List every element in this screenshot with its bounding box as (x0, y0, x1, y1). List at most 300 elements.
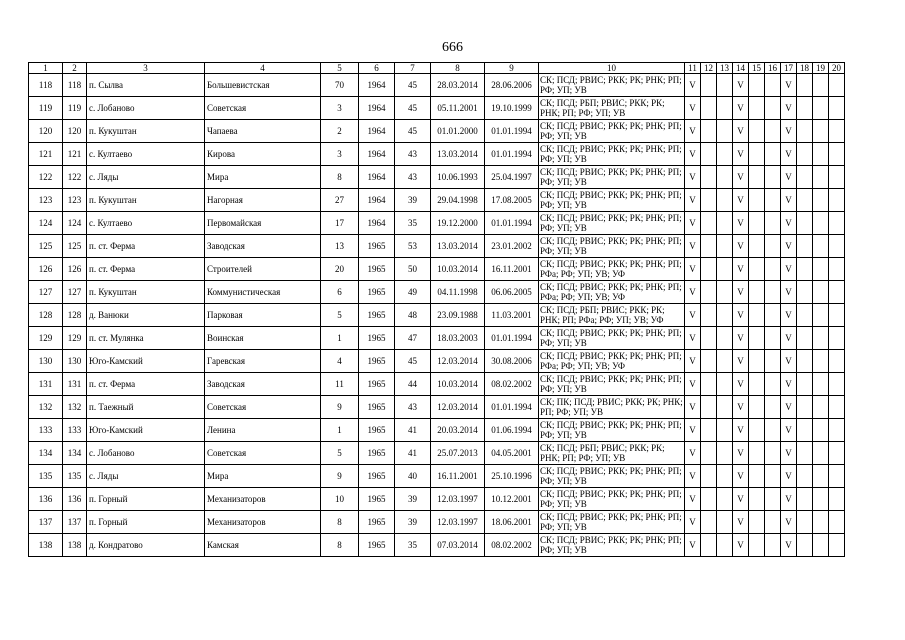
date-2-cell: 30.08.2006 (485, 350, 539, 373)
row-number: 129 (29, 327, 63, 350)
house-number-cell: 5 (321, 304, 359, 327)
mark-cell-12 (701, 419, 717, 442)
column-header-11: 11 (685, 63, 701, 74)
street-cell: Механизаторов (205, 488, 321, 511)
mark-cell-20 (829, 143, 845, 166)
record-number: 121 (63, 143, 87, 166)
table-row (29, 120, 845, 143)
header-row (29, 63, 845, 74)
mark-cell-18 (797, 442, 813, 465)
date-1-cell: 19.12.2000 (431, 212, 485, 235)
year-cell: 1965 (359, 534, 395, 557)
street-cell: Первомайская (205, 212, 321, 235)
settlement-cell: п. Горный (87, 511, 205, 534)
column-7-cell: 53 (395, 235, 431, 258)
mark-cell-13 (717, 488, 733, 511)
record-number: 135 (63, 465, 87, 488)
mark-cell-20 (829, 212, 845, 235)
mark-cell-14: V (733, 511, 749, 534)
column-7-cell: 39 (395, 189, 431, 212)
column-7-cell: 43 (395, 143, 431, 166)
registry-codes-cell: СК; ПСД; РВИС; РКК; РК; РНК; РП; РФ; УП; УВ (539, 419, 685, 442)
mark-cell-15 (749, 488, 765, 511)
date-1-cell: 01.01.2000 (431, 120, 485, 143)
registry-codes-cell: СК; ПСД; РВИС; РКК; РК; РНК; РП; РФ; УП; УВ (539, 212, 685, 235)
year-cell: 1964 (359, 74, 395, 97)
mark-cell-16 (765, 235, 781, 258)
column-header-15: 15 (749, 63, 765, 74)
mark-cell-19 (813, 465, 829, 488)
mark-cell-11: V (685, 97, 701, 120)
row-number: 136 (29, 488, 63, 511)
date-1-cell: 20.03.2014 (431, 419, 485, 442)
settlement-cell: п. ст. Ферма (87, 235, 205, 258)
table-row (29, 488, 845, 511)
year-cell: 1964 (359, 143, 395, 166)
mark-cell-19 (813, 396, 829, 419)
row-number: 118 (29, 74, 63, 97)
column-7-cell: 49 (395, 281, 431, 304)
mark-cell-11: V (685, 189, 701, 212)
mark-cell-17: V (781, 97, 797, 120)
street-cell: Ленина (205, 419, 321, 442)
mark-cell-19 (813, 373, 829, 396)
column-header-6: 6 (359, 63, 395, 74)
table-row (29, 189, 845, 212)
record-number: 127 (63, 281, 87, 304)
street-cell: Советская (205, 442, 321, 465)
mark-cell-17: V (781, 396, 797, 419)
date-1-cell: 04.11.1998 (431, 281, 485, 304)
column-7-cell: 39 (395, 488, 431, 511)
mark-cell-18 (797, 465, 813, 488)
settlement-cell: с. Култаево (87, 143, 205, 166)
mark-cell-19 (813, 120, 829, 143)
mark-cell-20 (829, 488, 845, 511)
date-2-cell: 19.10.1999 (485, 97, 539, 120)
date-1-cell: 12.03.2014 (431, 396, 485, 419)
mark-cell-14: V (733, 212, 749, 235)
mark-cell-14: V (733, 258, 749, 281)
mark-cell-13 (717, 281, 733, 304)
mark-cell-20 (829, 511, 845, 534)
house-number-cell: 8 (321, 534, 359, 557)
registry-codes-cell: СК; ПСД; РВИС; РКК; РК; РНК; РП; РФ; УП; УВ (539, 511, 685, 534)
mark-cell-19 (813, 212, 829, 235)
record-number: 126 (63, 258, 87, 281)
mark-cell-14: V (733, 419, 749, 442)
mark-cell-15 (749, 534, 765, 557)
settlement-cell: с. Лобаново (87, 97, 205, 120)
street-cell: Гаревская (205, 350, 321, 373)
date-1-cell: 10.03.2014 (431, 373, 485, 396)
record-number: 124 (63, 212, 87, 235)
column-header-7: 7 (395, 63, 431, 74)
record-number: 120 (63, 120, 87, 143)
mark-cell-18 (797, 511, 813, 534)
settlement-cell: п. Горный (87, 488, 205, 511)
registry-codes-cell: СК; ПСД; РВИС; РКК; РК; РНК; РП; РФ; УП; УВ (539, 235, 685, 258)
table-row (29, 281, 845, 304)
mark-cell-19 (813, 304, 829, 327)
mark-cell-11: V (685, 304, 701, 327)
street-cell: Механизаторов (205, 511, 321, 534)
house-number-cell: 5 (321, 442, 359, 465)
date-2-cell: 01.01.1994 (485, 212, 539, 235)
mark-cell-18 (797, 281, 813, 304)
mark-cell-11: V (685, 350, 701, 373)
mark-cell-11: V (685, 465, 701, 488)
table-row (29, 396, 845, 419)
mark-cell-16 (765, 350, 781, 373)
mark-cell-17: V (781, 281, 797, 304)
mark-cell-12 (701, 304, 717, 327)
record-number: 118 (63, 74, 87, 97)
mark-cell-14: V (733, 465, 749, 488)
mark-cell-15 (749, 350, 765, 373)
table-row (29, 235, 845, 258)
mark-cell-17: V (781, 488, 797, 511)
row-number: 127 (29, 281, 63, 304)
mark-cell-11: V (685, 442, 701, 465)
mark-cell-18 (797, 396, 813, 419)
date-1-cell: 05.11.2001 (431, 97, 485, 120)
mark-cell-13 (717, 189, 733, 212)
registry-codes-cell: СК; ПСД; РБП; РВИС; РКК; РК; РНК; РП; РФ; УП; УВ (539, 97, 685, 120)
mark-cell-17: V (781, 74, 797, 97)
mark-cell-19 (813, 534, 829, 557)
row-number: 123 (29, 189, 63, 212)
mark-cell-16 (765, 120, 781, 143)
mark-cell-16 (765, 442, 781, 465)
mark-cell-13 (717, 304, 733, 327)
year-cell: 1964 (359, 120, 395, 143)
mark-cell-15 (749, 373, 765, 396)
mark-cell-19 (813, 419, 829, 442)
date-1-cell: 07.03.2014 (431, 534, 485, 557)
row-number: 134 (29, 442, 63, 465)
mark-cell-20 (829, 534, 845, 557)
mark-cell-18 (797, 97, 813, 120)
table-row (29, 350, 845, 373)
mark-cell-12 (701, 373, 717, 396)
mark-cell-14: V (733, 488, 749, 511)
record-number: 132 (63, 396, 87, 419)
house-number-cell: 3 (321, 97, 359, 120)
year-cell: 1965 (359, 304, 395, 327)
mark-cell-11: V (685, 396, 701, 419)
mark-cell-18 (797, 235, 813, 258)
mark-cell-11: V (685, 419, 701, 442)
mark-cell-13 (717, 166, 733, 189)
year-cell: 1965 (359, 488, 395, 511)
house-number-cell: 9 (321, 396, 359, 419)
mark-cell-18 (797, 143, 813, 166)
mark-cell-12 (701, 488, 717, 511)
mark-cell-18 (797, 74, 813, 97)
date-1-cell: 25.07.2013 (431, 442, 485, 465)
record-number: 137 (63, 511, 87, 534)
page-number: 666 (442, 40, 463, 55)
year-cell: 1965 (359, 419, 395, 442)
mark-cell-17: V (781, 143, 797, 166)
row-number: 121 (29, 143, 63, 166)
row-number: 137 (29, 511, 63, 534)
year-cell: 1964 (359, 166, 395, 189)
mark-cell-13 (717, 120, 733, 143)
registry-codes-cell: СК; ПСД; РВИС; РКК; РК; РНК; РП; РФ; УП; УВ (539, 373, 685, 396)
mark-cell-12 (701, 281, 717, 304)
table-row (29, 143, 845, 166)
table-body (29, 63, 845, 557)
mark-cell-20 (829, 74, 845, 97)
table-row (29, 327, 845, 350)
settlement-cell: п. Таежный (87, 396, 205, 419)
mark-cell-19 (813, 350, 829, 373)
mark-cell-13 (717, 258, 733, 281)
column-7-cell: 43 (395, 396, 431, 419)
year-cell: 1964 (359, 97, 395, 120)
registry-codes-cell: СК; ПСД; РВИС; РКК; РК; РНК; РП; РФ; УП; УВ (539, 120, 685, 143)
mark-cell-20 (829, 350, 845, 373)
mark-cell-13 (717, 235, 733, 258)
mark-cell-18 (797, 304, 813, 327)
street-cell: Чапаева (205, 120, 321, 143)
mark-cell-12 (701, 327, 717, 350)
mark-cell-15 (749, 143, 765, 166)
table-row (29, 442, 845, 465)
date-1-cell: 16.11.2001 (431, 465, 485, 488)
settlement-cell: с. Ляды (87, 465, 205, 488)
mark-cell-14: V (733, 74, 749, 97)
mark-cell-12 (701, 235, 717, 258)
settlement-cell: п. Кукуштан (87, 189, 205, 212)
house-number-cell: 4 (321, 350, 359, 373)
mark-cell-16 (765, 304, 781, 327)
house-number-cell: 17 (321, 212, 359, 235)
mark-cell-19 (813, 189, 829, 212)
mark-cell-17: V (781, 511, 797, 534)
mark-cell-15 (749, 166, 765, 189)
mark-cell-13 (717, 465, 733, 488)
date-1-cell: 13.03.2014 (431, 143, 485, 166)
settlement-cell: с. Култаево (87, 212, 205, 235)
year-cell: 1965 (359, 465, 395, 488)
row-number: 138 (29, 534, 63, 557)
mark-cell-15 (749, 419, 765, 442)
mark-cell-14: V (733, 166, 749, 189)
settlement-cell: п. ст. Мулянка (87, 327, 205, 350)
column-7-cell: 43 (395, 166, 431, 189)
date-1-cell: 13.03.2014 (431, 235, 485, 258)
house-number-cell: 2 (321, 120, 359, 143)
mark-cell-20 (829, 396, 845, 419)
mark-cell-15 (749, 465, 765, 488)
row-number: 126 (29, 258, 63, 281)
settlement-cell: д. Кондратово (87, 534, 205, 557)
date-2-cell: 25.04.1997 (485, 166, 539, 189)
mark-cell-14: V (733, 97, 749, 120)
column-header-9: 9 (485, 63, 539, 74)
mark-cell-11: V (685, 235, 701, 258)
mark-cell-17: V (781, 350, 797, 373)
settlement-cell: Юго-Камский (87, 350, 205, 373)
mark-cell-11: V (685, 488, 701, 511)
mark-cell-13 (717, 97, 733, 120)
column-header-18: 18 (797, 63, 813, 74)
mark-cell-11: V (685, 511, 701, 534)
mark-cell-18 (797, 189, 813, 212)
mark-cell-14: V (733, 373, 749, 396)
house-number-cell: 3 (321, 143, 359, 166)
mark-cell-12 (701, 97, 717, 120)
mark-cell-17: V (781, 534, 797, 557)
column-header-12: 12 (701, 63, 717, 74)
record-number: 128 (63, 304, 87, 327)
date-2-cell: 01.01.1994 (485, 327, 539, 350)
mark-cell-17: V (781, 373, 797, 396)
registry-codes-cell: СК; ПСД; РВИС; РКК; РК; РНК; РП; РФа; РФ; УП; УВ; УФ (539, 350, 685, 373)
mark-cell-14: V (733, 304, 749, 327)
row-number: 128 (29, 304, 63, 327)
mark-cell-19 (813, 442, 829, 465)
mark-cell-15 (749, 189, 765, 212)
mark-cell-18 (797, 350, 813, 373)
column-header-3: 3 (87, 63, 205, 74)
mark-cell-12 (701, 465, 717, 488)
street-cell: Заводская (205, 235, 321, 258)
date-1-cell: 12.03.1997 (431, 488, 485, 511)
street-cell: Советская (205, 396, 321, 419)
date-2-cell: 10.12.2001 (485, 488, 539, 511)
street-cell: Большевистская (205, 74, 321, 97)
year-cell: 1965 (359, 235, 395, 258)
year-cell: 1965 (359, 258, 395, 281)
mark-cell-13 (717, 212, 733, 235)
mark-cell-13 (717, 511, 733, 534)
mark-cell-15 (749, 304, 765, 327)
mark-cell-18 (797, 166, 813, 189)
date-2-cell: 17.08.2005 (485, 189, 539, 212)
record-number: 129 (63, 327, 87, 350)
settlement-cell: п. Кукуштан (87, 120, 205, 143)
mark-cell-16 (765, 212, 781, 235)
column-header-17: 17 (781, 63, 797, 74)
registry-codes-cell: СК; ПСД; РВИС; РКК; РК; РНК; РП; РФ; УП; УВ (539, 465, 685, 488)
mark-cell-13 (717, 534, 733, 557)
column-7-cell: 40 (395, 465, 431, 488)
mark-cell-13 (717, 419, 733, 442)
mark-cell-17: V (781, 120, 797, 143)
date-2-cell: 01.01.1994 (485, 120, 539, 143)
date-2-cell: 08.02.2002 (485, 373, 539, 396)
row-number: 119 (29, 97, 63, 120)
year-cell: 1965 (359, 373, 395, 396)
mark-cell-16 (765, 143, 781, 166)
row-number: 122 (29, 166, 63, 189)
registry-codes-cell: СК; ПСД; РБП; РВИС; РКК; РК; РНК; РП; РФа; РФ; УП; УВ; УФ (539, 304, 685, 327)
house-number-cell: 1 (321, 419, 359, 442)
column-7-cell: 45 (395, 97, 431, 120)
mark-cell-13 (717, 396, 733, 419)
mark-cell-20 (829, 120, 845, 143)
mark-cell-15 (749, 212, 765, 235)
mark-cell-18 (797, 258, 813, 281)
registry-codes-cell: СК; ПК; ПСД; РВИС; РКК; РК; РНК; РП; РФ; УП; УВ (540, 397, 683, 417)
row-number: 124 (29, 212, 63, 235)
mark-cell-15 (749, 235, 765, 258)
column-header-1: 1 (29, 63, 63, 74)
row-number: 133 (29, 419, 63, 442)
mark-cell-16 (765, 534, 781, 557)
year-cell: 1965 (359, 281, 395, 304)
mark-cell-13 (717, 74, 733, 97)
settlement-cell: п. Кукуштан (87, 281, 205, 304)
settlement-cell: п. Сылва (87, 74, 205, 97)
mark-cell-14: V (733, 120, 749, 143)
mark-cell-13 (717, 350, 733, 373)
mark-cell-18 (797, 419, 813, 442)
mark-cell-14: V (733, 442, 749, 465)
street-cell: Кирова (205, 143, 321, 166)
mark-cell-13 (717, 442, 733, 465)
mark-cell-16 (765, 396, 781, 419)
mark-cell-13 (717, 373, 733, 396)
mark-cell-18 (797, 534, 813, 557)
column-7-cell: 41 (395, 442, 431, 465)
date-2-cell: 06.06.2005 (485, 281, 539, 304)
mark-cell-15 (749, 396, 765, 419)
settlement-cell: п. ст. Ферма (87, 258, 205, 281)
column-header-14: 14 (733, 63, 749, 74)
year-cell: 1965 (359, 442, 395, 465)
settlement-cell: с. Ляды (87, 166, 205, 189)
column-header-19: 19 (813, 63, 829, 74)
street-cell: Парковая (205, 304, 321, 327)
house-number-cell: 10 (321, 488, 359, 511)
column-7-cell: 44 (395, 373, 431, 396)
date-2-cell: 25.10.1996 (485, 465, 539, 488)
mark-cell-17: V (781, 235, 797, 258)
mark-cell-20 (829, 327, 845, 350)
table-row (29, 511, 845, 534)
date-1-cell: 10.06.1993 (431, 166, 485, 189)
table-row (29, 534, 845, 557)
column-header-2: 2 (63, 63, 87, 74)
register-table (28, 62, 845, 557)
column-7-cell: 47 (395, 327, 431, 350)
table-row (29, 258, 845, 281)
row-number: 125 (29, 235, 63, 258)
mark-cell-12 (701, 189, 717, 212)
mark-cell-20 (829, 281, 845, 304)
house-number-cell: 70 (321, 74, 359, 97)
street-cell: Коммунистическая (205, 281, 321, 304)
mark-cell-14: V (733, 350, 749, 373)
date-2-cell: 01.01.1994 (485, 143, 539, 166)
mark-cell-15 (749, 74, 765, 97)
mark-cell-15 (749, 97, 765, 120)
year-cell: 1965 (359, 327, 395, 350)
table-row (29, 212, 845, 235)
registry-codes-cell: СК; ПСД; РВИС; РКК; РК; РНК; РП; РФ; УП; УВ (539, 189, 685, 212)
mark-cell-19 (813, 235, 829, 258)
record-number: 119 (63, 97, 87, 120)
settlement-cell: д. Ванюки (87, 304, 205, 327)
column-7-cell: 45 (395, 74, 431, 97)
column-7-cell: 45 (395, 120, 431, 143)
table-row (29, 373, 845, 396)
